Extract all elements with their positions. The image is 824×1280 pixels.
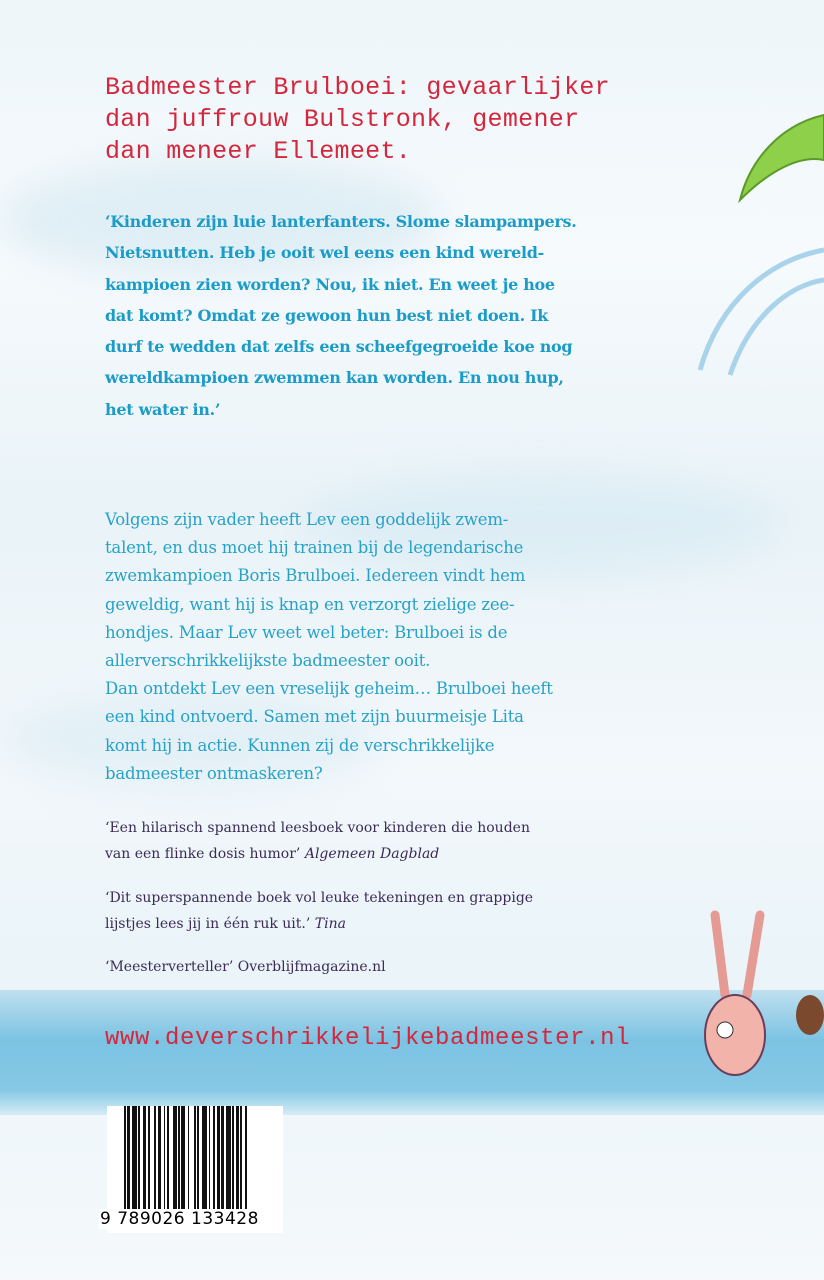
- excerpt-quote: [105, 206, 764, 425]
- quote-line: Nietsnutten. Heb je ooit wel eens een kind wereld-: [105, 243, 545, 263]
- review-overblijfmagazine: [105, 954, 764, 980]
- review-line: ‘Dit superspannende boek vol leuke tekeningen en grappige: [105, 890, 534, 906]
- description-line: geweldig, want hij is knap en verzorgt zielige zee-: [105, 594, 515, 614]
- description-line: hondjes. Maar Lev weet wel beter: Brulboei is de: [105, 622, 508, 642]
- tagline: [105, 72, 784, 168]
- website-link[interactable]: www.deverschrikkelijkebadmeester.nl: [105, 1025, 631, 1052]
- quote-line: durf te wedden dat zelfs een scheefgegroeide koe nog: [105, 337, 573, 357]
- quote-line: wereldkampioen zwemmen kan worden. En nou hup,: [105, 368, 564, 388]
- isbn-barcode: [100, 1106, 283, 1233]
- barcode-bar: [245, 1106, 247, 1224]
- quote-line: ‘Kinderen zijn luie lanterfanters. Slome slampampers.: [105, 212, 577, 231]
- description-line: Volgens zijn vader heeft Lev een goddelijk zwem-: [105, 510, 509, 529]
- review-algemeen-dagblad: [105, 815, 764, 867]
- barcode-bars: [124, 1106, 247, 1224]
- review-tina: [105, 885, 764, 937]
- description-line: allerverschrikkelijkste badmeester ooit.: [105, 651, 431, 671]
- description-line: Dan ontdekt Lev een vreselijk geheim… Brulboei heeft: [105, 679, 553, 699]
- description-line: badmeester ontmaskeren?: [105, 763, 323, 783]
- review-line: ‘Meesterverteller’ Overblijfmagazine.nl: [105, 959, 386, 975]
- tagline-line: dan meneer Ellemeet.: [105, 137, 412, 166]
- isbn-number: 9 789026 133428: [100, 1209, 259, 1229]
- description-line: zwemkampioen Boris Brulboei. Iedereen vindt hem: [105, 566, 526, 586]
- review-source: Algemeen Dagblad: [304, 846, 440, 862]
- review-line: van een flinke dosis humor’: [105, 846, 305, 862]
- description-line: komt hij in actie. Kunnen zij de verschrikkelijke: [105, 735, 495, 755]
- quote-line: kampioen zien worden? Nou, ik niet. En weet je hoe: [105, 274, 555, 294]
- description-line: een kind ontvoerd. Samen met zijn buurmeisje Lita: [105, 707, 524, 727]
- tagline-line: Badmeester Brulboei: gevaarlijker: [105, 73, 610, 102]
- quote-line: het water in.’: [105, 399, 221, 419]
- review-source: Tina: [314, 916, 346, 932]
- tagline-line: dan juffrouw Bulstronk, gemener: [105, 105, 580, 134]
- review-line: ‘Een hilarisch spannend leesboek voor kinderen die houden: [105, 820, 530, 836]
- review-line: lijstjes lees jij in één ruk uit.’: [105, 916, 315, 932]
- quote-line: dat komt? Omdat ze gewoon hun best niet doen. Ik: [105, 305, 549, 325]
- book-description: [105, 506, 764, 788]
- description-line: talent, en dus moet hij trainen bij de legendarische: [105, 538, 524, 558]
